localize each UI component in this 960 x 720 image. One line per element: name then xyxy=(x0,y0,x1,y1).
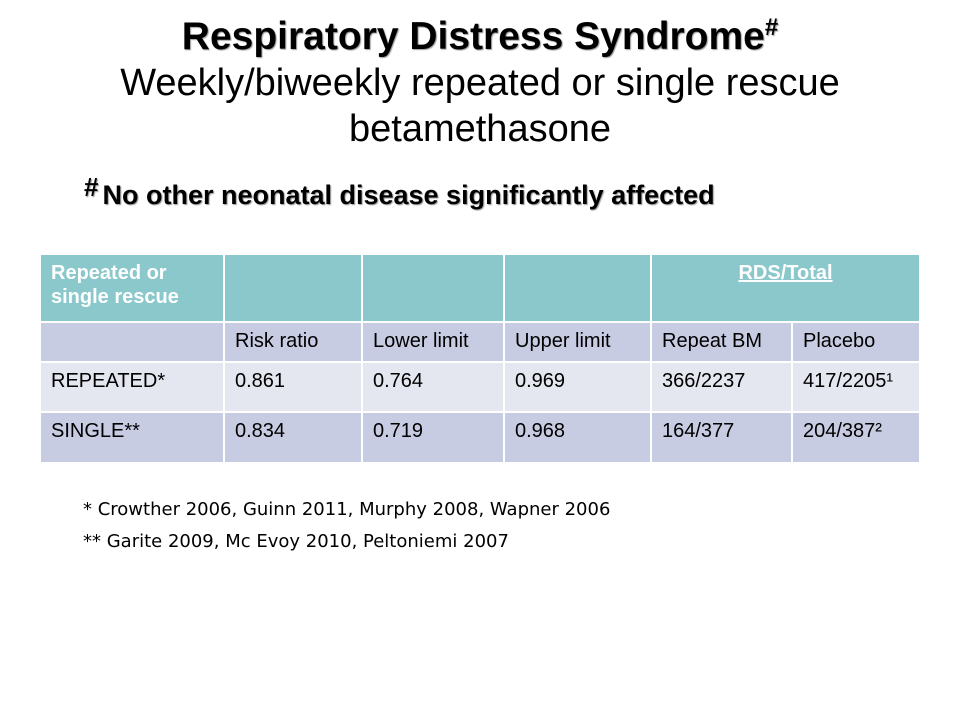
table-cell: 366/2237 xyxy=(651,362,792,412)
header-cell xyxy=(362,254,504,322)
slide-subtitle-line2: betamethasone xyxy=(349,108,611,150)
references xyxy=(83,494,610,558)
note-footnote-mark: # xyxy=(84,172,99,202)
title-block xyxy=(0,14,960,152)
subheader-cell xyxy=(40,322,224,362)
header-cell xyxy=(224,254,362,322)
reference-single: ** Garite 2009, Mc Evoy 2010, Peltoniemi 2007 xyxy=(83,531,509,552)
table-subheader-row xyxy=(40,322,920,362)
header-cell-rds-total: RDS/Total xyxy=(651,254,920,322)
table-cell: 0.969 xyxy=(504,362,651,412)
subheader-cell: Lower limit xyxy=(362,322,504,362)
results-table xyxy=(39,253,921,464)
table-cell: 417/2205¹ xyxy=(792,362,920,412)
table-cell: 204/387² xyxy=(792,412,920,463)
reference-repeated: * Crowther 2006, Guinn 2011, Murphy 2008, Wapner 2006 xyxy=(83,499,611,520)
table-row xyxy=(40,362,920,412)
table-cell: 0.861 xyxy=(224,362,362,412)
table-cell: 0.834 xyxy=(224,412,362,463)
subheader-cell: Placebo xyxy=(792,322,920,362)
note-text: No other neonatal disease significantly affected xyxy=(102,180,715,210)
subheader-cell: Repeat BM xyxy=(651,322,792,362)
subheader-cell: Upper limit xyxy=(504,322,651,362)
table-cell: 164/377 xyxy=(651,412,792,463)
table-cell: 0.719 xyxy=(362,412,504,463)
slide-subtitle-line1: Weekly/biweekly repeated or single rescue xyxy=(120,62,840,104)
subheader-cell: Risk ratio xyxy=(224,322,362,362)
table-cell: REPEATED* xyxy=(40,362,224,412)
table-header-row xyxy=(40,254,920,322)
slide-title xyxy=(0,14,960,60)
slide-title-text: Respiratory Distress Syndrome xyxy=(181,15,765,58)
header-cell xyxy=(504,254,651,322)
table-cell: SINGLE** xyxy=(40,412,224,463)
footnote-note xyxy=(84,172,715,211)
table-row xyxy=(40,412,920,463)
table-cell: 0.968 xyxy=(504,412,651,463)
header-cell: Repeated or single rescue xyxy=(40,254,224,322)
table-cell: 0.764 xyxy=(362,362,504,412)
title-footnote-mark: # xyxy=(764,14,779,41)
